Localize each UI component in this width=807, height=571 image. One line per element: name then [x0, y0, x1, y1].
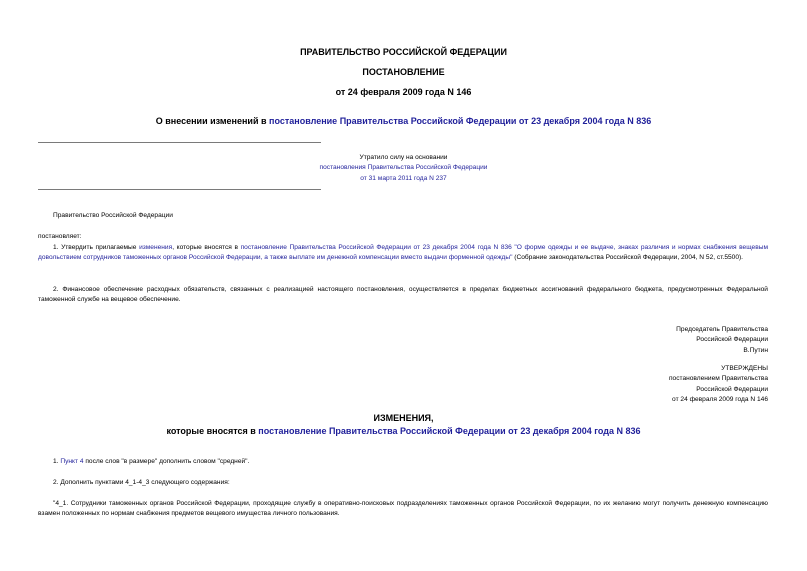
- document-date: от 24 февраля 2009 года N 146: [335, 87, 472, 97]
- approval-block: [669, 364, 768, 406]
- changes-link[interactable]: изменения: [139, 244, 173, 251]
- divider-bottom: [38, 189, 321, 190]
- change-1: 1. Пункт 4 после слов "в размере" дополнить словом "средней".: [53, 458, 250, 465]
- changes-subheading: которые вносятся в постановление Правительства Российской Федерации от 23 декабря 2004 года N 836: [166, 426, 641, 436]
- lost-force-link[interactable]: постановления Правительства Российской Федерации: [319, 164, 488, 172]
- title-prefix: О внесении изменений в: [155, 116, 270, 126]
- decree-836-link[interactable]: постановление Правительства Российской Федерации от 23 декабря 2004 года N 836 "О форме одежды и ее выдаче, знаках различия и нормах снабжения вещевым довольствием сотрудников таможенных органов Российской Федерации, а также выплате им денежной компенсации вместо выдачи форменной одежды": [38, 244, 768, 261]
- issuer: Правительство Российской Федерации: [53, 212, 173, 219]
- change-3: "4_1. Сотрудники таможенных органов Российской Федерации, проходящие службу в оперативно-поисковых подразделениях таможенных органов Российской Федерации, по их желанию могут получить денежную компенсацию взамен положенных по нормам снабжения предметов вещевого имущества личного пользования.: [38, 500, 768, 517]
- approval-line1: УТВЕРЖДЕНЫ: [721, 365, 768, 372]
- paragraph-1: 1. Утвердить прилагаемые изменения, которые вносятся в постановление Правительства Российской Федерации от 23 декабря 2004 года N 836 "О форме одежды и ее выдаче, знаках различия и нормах снабжения вещевым довольствием сотрудников таможенных органов Российской Федерации, а также выплате им денежной компенсации вместо выдачи форменной одежды" (Собрание законодательства Российской Федерации, 2004, N 52, ст.5500).: [38, 244, 768, 261]
- lost-force-line1: Утратило силу на основании: [359, 154, 448, 161]
- signature-line1: Председатель Правительства: [676, 326, 768, 333]
- lost-force-date-link[interactable]: от 31 марта 2011 года N 237: [360, 174, 447, 182]
- approval-line3: Российской Федерации: [696, 385, 768, 393]
- document-type: ПОСТАНОВЛЕНИЕ: [362, 67, 445, 77]
- government-heading: ПРАВИТЕЛЬСТВО РОССИЙСКОЙ ФЕДЕРАЦИИ: [300, 47, 507, 57]
- approval-line2: постановлением Правительства: [668, 375, 768, 383]
- decrees: постановляет:: [38, 233, 82, 240]
- title-link[interactable]: постановление Правительства Российской Федерации от 23 декабря 2004 года N 836: [269, 116, 652, 126]
- point-4-link[interactable]: Пункт 4: [60, 458, 84, 465]
- lost-force-note: [0, 153, 807, 184]
- approval-line4: от 24 февраля 2009 года N 146: [672, 396, 768, 404]
- change-2: 2. Дополнить пунктами 4_1-4_3 следующего содержания:: [53, 479, 230, 486]
- changes-heading: ИЗМЕНЕНИЯ,: [373, 413, 434, 423]
- signature-name: В.Путин: [743, 346, 768, 354]
- paragraph-2: 2. Финансовое обеспечение расходных обязательств, связанных с реализацией настоящего постановления, осуществляется в пределах бюджетных ассигнований федерального бюджета, предусмотренных Федеральной таможенной службе на вещевое обеспечение.: [38, 286, 768, 303]
- signature-line2: Российской Федерации: [696, 336, 768, 344]
- document-title: [0, 116, 807, 126]
- signature-block: [676, 325, 768, 356]
- changes-decree-link[interactable]: постановление Правительства Российской Федерации от 23 декабря 2004 года N 836: [258, 426, 641, 436]
- divider-top: [38, 142, 321, 143]
